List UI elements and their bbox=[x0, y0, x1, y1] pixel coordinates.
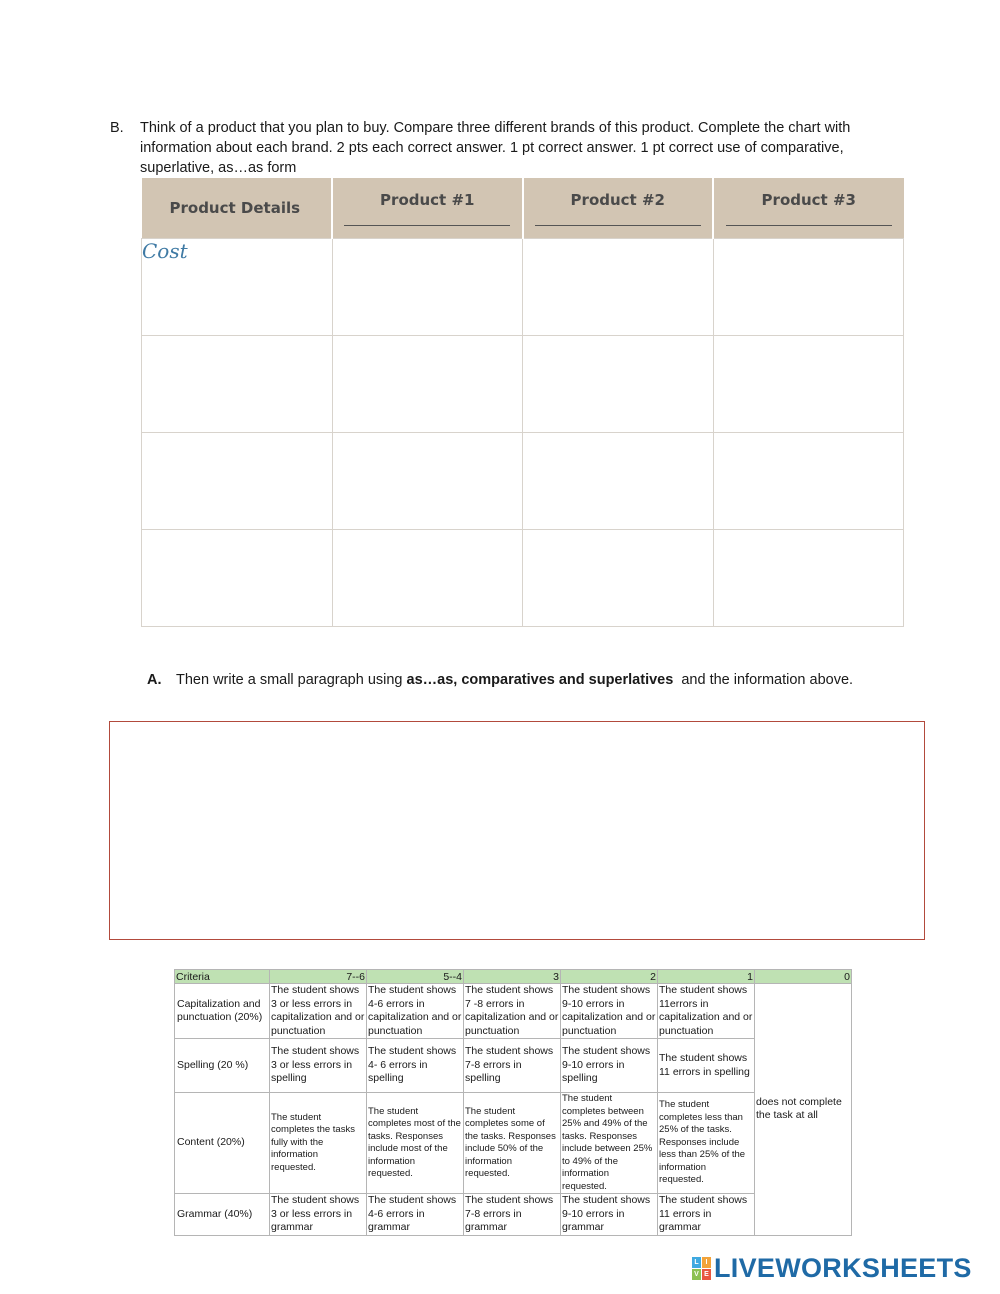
rubric-header-score: 0 bbox=[755, 970, 852, 984]
rubric-cell: The student shows 3 or less errors in grammar bbox=[270, 1194, 367, 1236]
answer-cell[interactable] bbox=[523, 239, 714, 336]
rubric-cell: The student shows 9-10 errors in capitalization and or punctuation bbox=[561, 984, 658, 1039]
rubric-row-capitalization bbox=[175, 984, 852, 1039]
liveworksheets-logo bbox=[692, 1253, 972, 1284]
rubric-row-content bbox=[175, 1093, 852, 1194]
rubric-cell: The student shows 3 or less errors in spelling bbox=[270, 1039, 367, 1093]
answer-cell[interactable] bbox=[332, 336, 523, 433]
header-underline bbox=[535, 225, 701, 226]
rubric-criterion: Content (20%) bbox=[175, 1093, 270, 1194]
rubric-cell: The student completes some of the tasks. Responses include 50% of the information requested. bbox=[464, 1093, 561, 1194]
rubric-cell: The student shows 3 or less errors in capitalization and or punctuation bbox=[270, 984, 367, 1039]
answer-cell[interactable] bbox=[523, 336, 714, 433]
rubric-zero-cell: does not complete the task at all bbox=[755, 984, 852, 1236]
product-table-header-row bbox=[142, 178, 904, 239]
rubric-cell: The student shows 7 -8 errors in capitalization and or punctuation bbox=[464, 984, 561, 1039]
cell-detail-cost[interactable]: Cost bbox=[142, 239, 333, 336]
paragraph-answer-box[interactable] bbox=[109, 721, 925, 940]
rubric-row-grammar bbox=[175, 1194, 852, 1236]
instruction-b-text: Think of a product that you plan to buy. Compare three different brands of this product. Complete the chart with information about each brand. 2 pts each correct answer. 1 pt correct answer. 1 pt correct use of comparative, superlative, as…as form bbox=[140, 120, 851, 176]
header-underline bbox=[344, 225, 510, 226]
rubric-header-score: 3 bbox=[464, 970, 561, 984]
answer-cell[interactable] bbox=[523, 530, 714, 627]
rubric-cell: The student shows 4-6 errors in grammar bbox=[367, 1194, 464, 1236]
answer-cell[interactable] bbox=[142, 336, 333, 433]
rubric-cell: The student shows 4- 6 errors in spelling bbox=[367, 1039, 464, 1093]
instruction-a bbox=[147, 672, 853, 688]
rubric-cell: The student shows 9-10 errors in spelling bbox=[561, 1039, 658, 1093]
liveworksheets-logo-icon bbox=[692, 1257, 711, 1280]
rubric-criterion: Grammar (40%) bbox=[175, 1194, 270, 1236]
rubric-header-score: 1 bbox=[658, 970, 755, 984]
rubric-cell: The student completes between 25% and 49% of the tasks. Responses include between 25% to 49% of the information requested. bbox=[561, 1093, 658, 1194]
table-row bbox=[142, 239, 904, 336]
answer-cell[interactable] bbox=[332, 530, 523, 627]
logo-tile: I bbox=[702, 1257, 711, 1268]
logo-tile: E bbox=[702, 1269, 711, 1280]
instruction-a-bold: as…as, comparatives and superlatives bbox=[406, 672, 674, 688]
rubric-header-criteria: Criteria bbox=[175, 970, 270, 984]
product-comparison-table bbox=[141, 178, 904, 627]
rubric-cell: The student shows 7-8 errors in spelling bbox=[464, 1039, 561, 1093]
rubric-cell: The student completes less than 25% of the tasks. Responses include less than 25% of the information requested. bbox=[658, 1093, 755, 1194]
table-row bbox=[142, 433, 904, 530]
rubric-header-score: 7--6 bbox=[270, 970, 367, 984]
instruction-b bbox=[110, 118, 870, 178]
table-row bbox=[142, 336, 904, 433]
logo-tile: V bbox=[692, 1269, 701, 1280]
rubric-header-score: 2 bbox=[561, 970, 658, 984]
answer-cell[interactable] bbox=[713, 530, 904, 627]
answer-cell[interactable] bbox=[713, 239, 904, 336]
rubric-table bbox=[174, 969, 852, 1236]
rubric-row-spelling bbox=[175, 1039, 852, 1093]
header-product-3: Product #3 bbox=[713, 178, 904, 239]
answer-cell[interactable] bbox=[142, 530, 333, 627]
answer-cell[interactable] bbox=[332, 239, 523, 336]
rubric-cell: The student shows 11 errors in grammar bbox=[658, 1194, 755, 1236]
answer-cell[interactable] bbox=[713, 433, 904, 530]
rubric-cell: The student shows 11errors in capitalization and or punctuation bbox=[658, 984, 755, 1039]
liveworksheets-logo-text: LIVEWORKSHEETS bbox=[714, 1253, 972, 1283]
logo-tile: L bbox=[692, 1257, 701, 1268]
header-product-2: Product #2 bbox=[523, 178, 714, 239]
rubric-cell: The student completes the tasks fully with the information requested. bbox=[270, 1093, 367, 1194]
rubric-criterion: Spelling (20 %) bbox=[175, 1039, 270, 1093]
answer-cell[interactable] bbox=[332, 433, 523, 530]
instruction-a-text-end: and the information above. bbox=[673, 672, 854, 688]
rubric-header-row bbox=[175, 970, 852, 984]
header-underline bbox=[726, 225, 892, 226]
answer-cell[interactable] bbox=[713, 336, 904, 433]
rubric-header-score: 5--4 bbox=[367, 970, 464, 984]
rubric-cell: The student shows 9-10 errors in grammar bbox=[561, 1194, 658, 1236]
rubric-criterion: Capitalization and punctuation (20%) bbox=[175, 984, 270, 1039]
instruction-a-text: Then write a small paragraph using bbox=[176, 672, 407, 688]
header-product-details: Product Details bbox=[142, 178, 333, 239]
answer-cell[interactable] bbox=[142, 433, 333, 530]
instruction-a-label: A. bbox=[147, 672, 162, 688]
header-product-1: Product #1 bbox=[332, 178, 523, 239]
rubric-cell: The student shows 4-6 errors in capitalization and or punctuation bbox=[367, 984, 464, 1039]
answer-cell[interactable] bbox=[523, 433, 714, 530]
rubric-cell: The student completes most of the tasks. Responses include most of the information requested. bbox=[367, 1093, 464, 1194]
table-row bbox=[142, 530, 904, 627]
instruction-b-label: B. bbox=[110, 120, 124, 136]
rubric-cell: The student shows 7-8 errors in grammar bbox=[464, 1194, 561, 1236]
rubric-cell: The student shows 11 errors in spelling bbox=[658, 1039, 755, 1093]
